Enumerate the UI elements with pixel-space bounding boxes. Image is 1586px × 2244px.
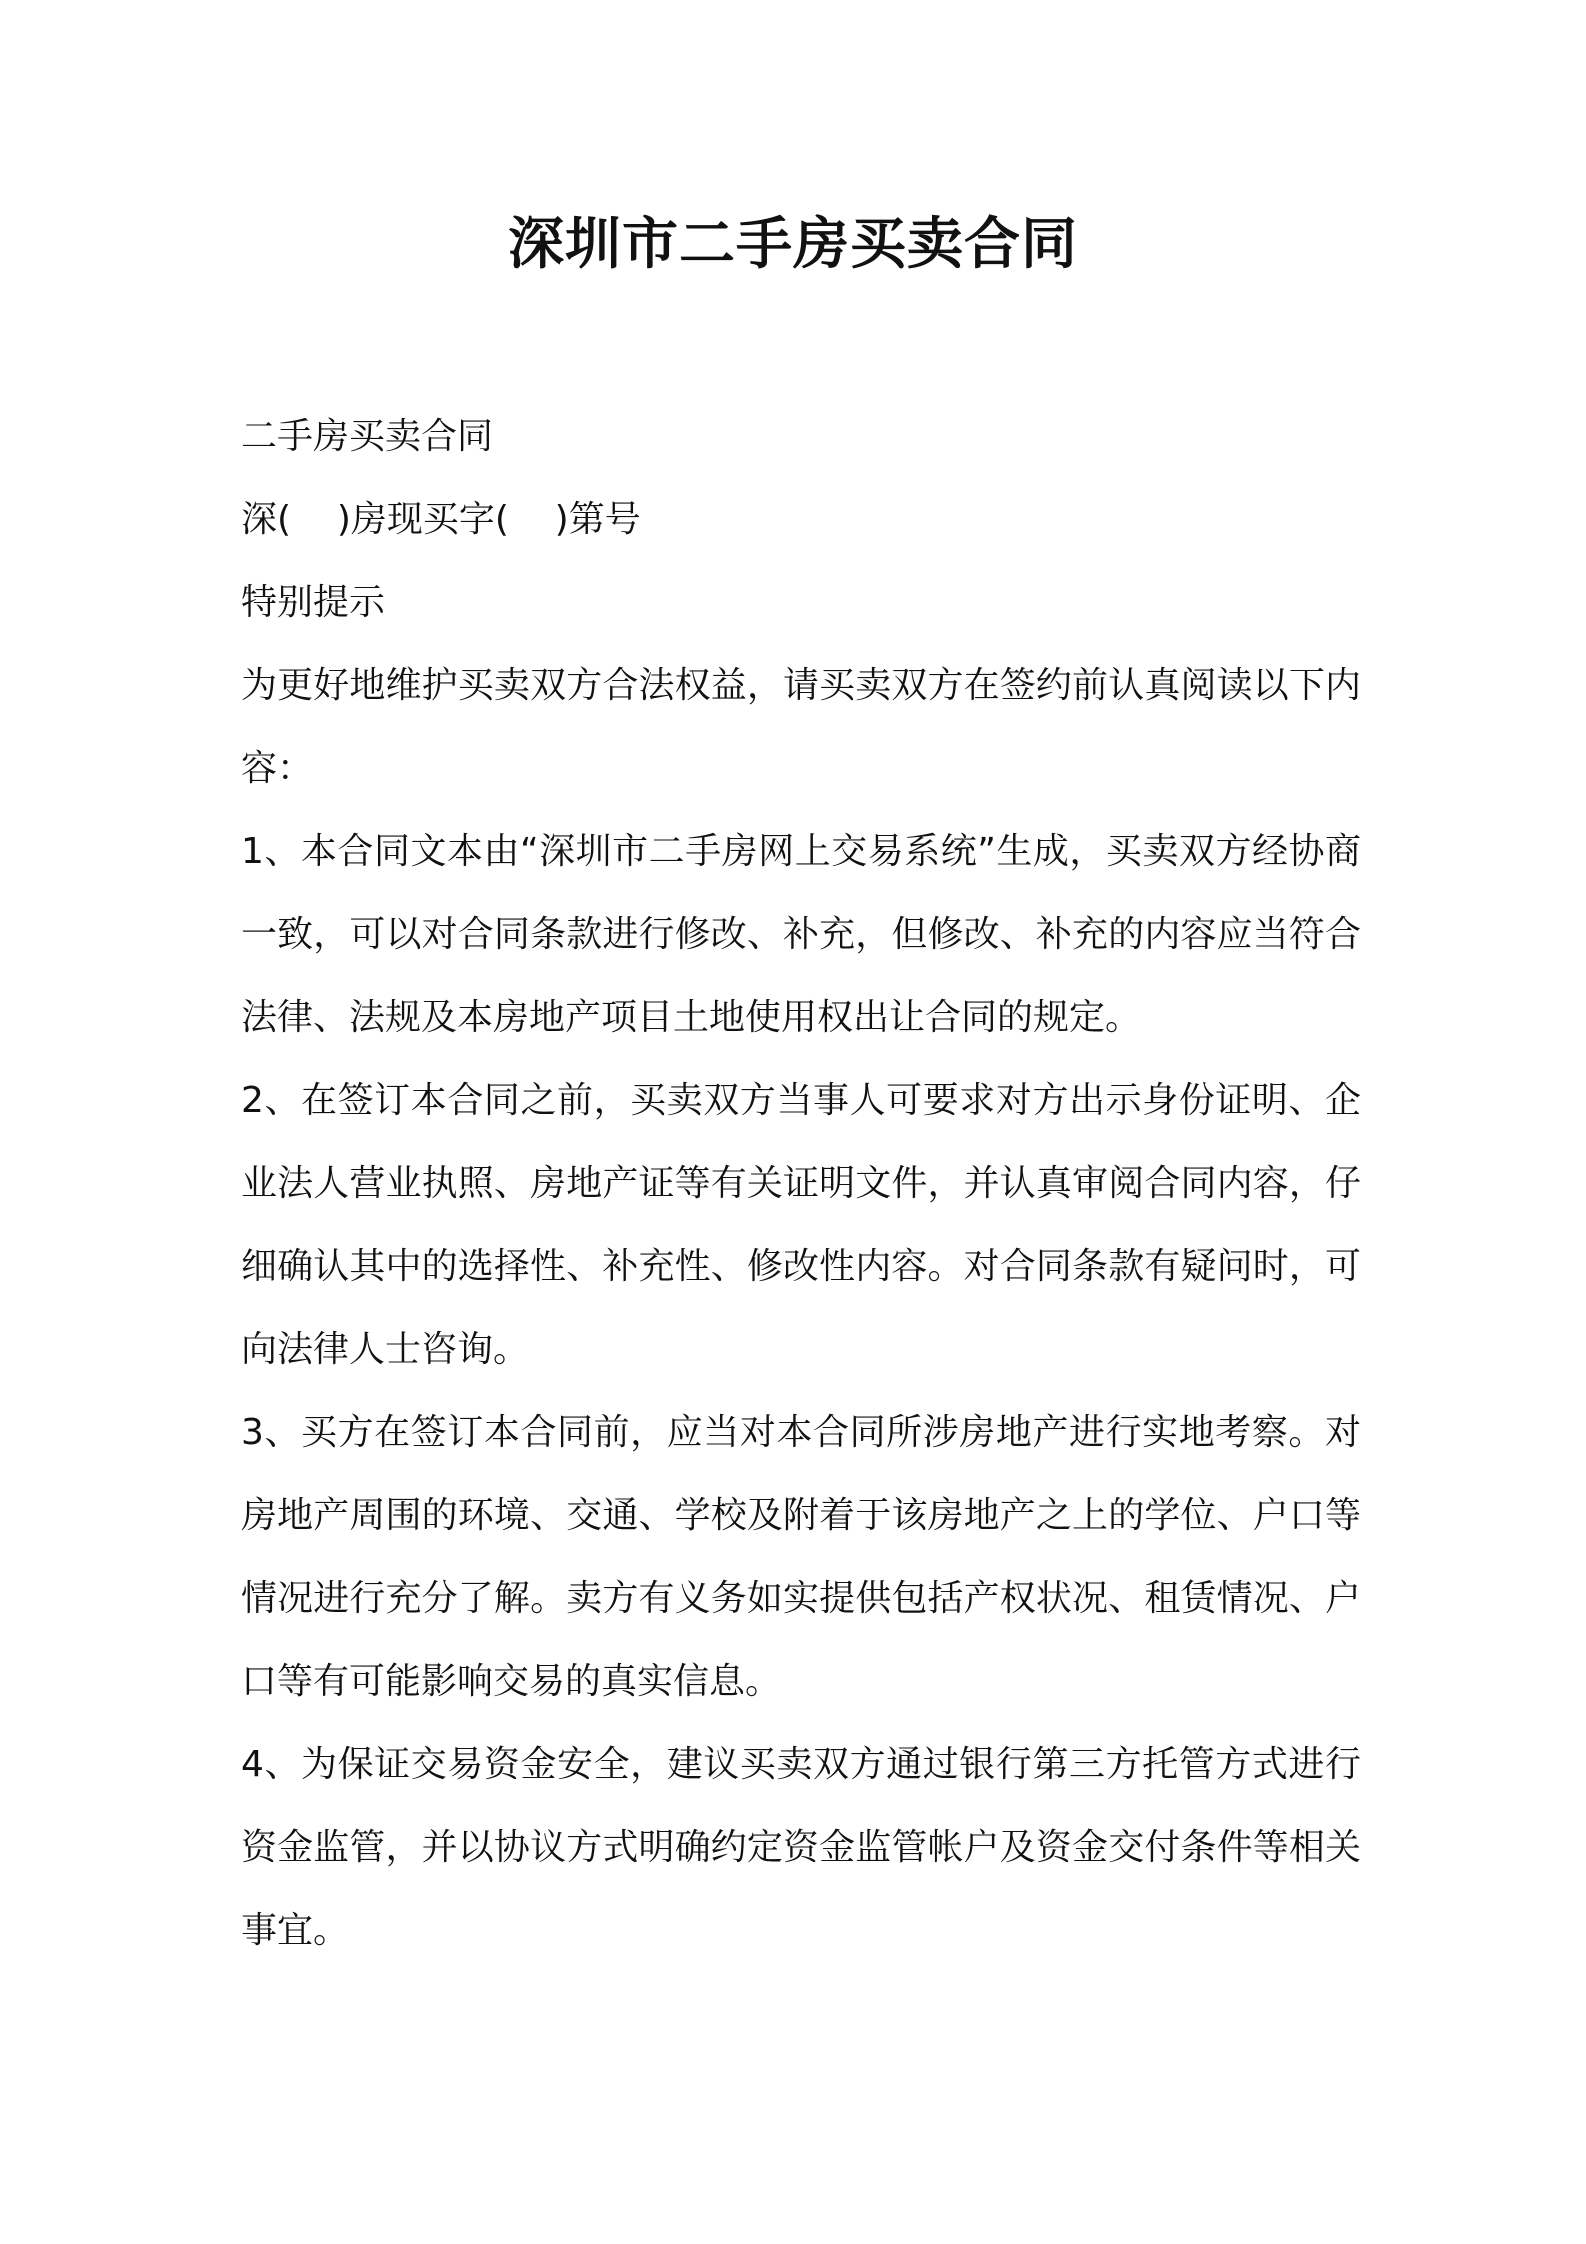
notice-item-1: 1、本合同文本由“深圳市二手房网上交易系统”生成，买卖双方经协商一致，可以对合同条款进行修改、补充，但修改、补充的内容应当符合法律、法规及本房地产项目土地使用权出让合同的规定。 xyxy=(241,831,1361,1038)
notice-item-2: 2、在签订本合同之前，买卖双方当事人可要求对方出示身份证明、企业法人营业执照、房地产证等有关证明文件，并认真审阅合同内容，仔细确认其中的选择性、补充性、修改性内容。对合同条款有疑问时，可向法律人士咨询。 xyxy=(241,1080,1361,1370)
notice-item-4: 4、为保证交易资金安全，建议买卖双方通过银行第三方托管方式进行资金监管，并以协议方式明确约定资金监管帐户及资金交付条件等相关事宜。 xyxy=(241,1744,1361,1951)
document-body xyxy=(241,395,1361,1972)
notice-heading: 特别提示 xyxy=(241,582,386,623)
contract-number: 深( )房现买字( )第号 xyxy=(241,499,641,540)
notice-item-3: 3、买方在签订本合同前，应当对本合同所涉房地产进行实地考察。对房地产周围的环境、交通、学校及附着于该房地产之上的学位、户口等情况进行充分了解。卖方有义务如实提供包括产权状况、租赁情况、户口等有可能影响交易的真实信息。 xyxy=(241,1412,1361,1702)
document-title: 深圳市二手房买卖合同 xyxy=(508,212,1078,277)
contract-subtitle: 二手房买卖合同 xyxy=(241,416,494,457)
intro-paragraph: 为更好地维护买卖双方合法权益，请买卖双方在签约前认真阅读以下内容： xyxy=(241,665,1361,789)
